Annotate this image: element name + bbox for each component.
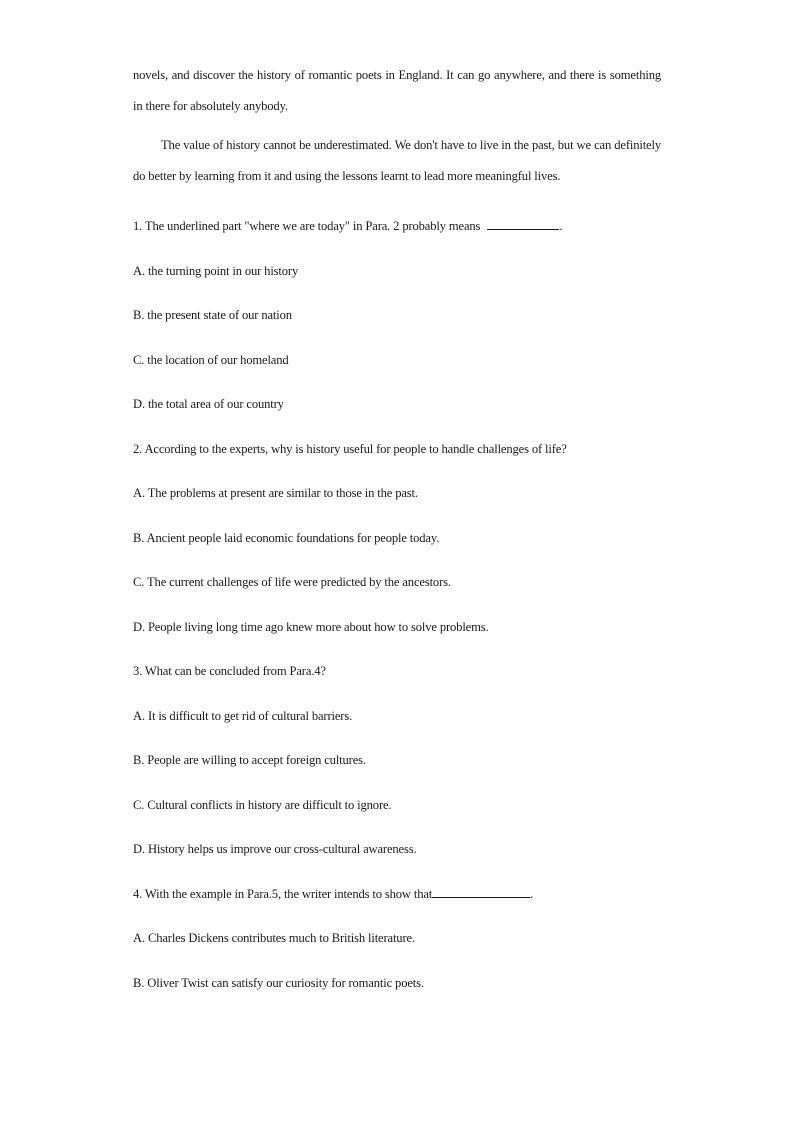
question-4-stem [133, 884, 661, 904]
question-stem-text: 1. The underlined part "where we are today" in Para. 2 probably means [133, 219, 481, 233]
document-page [133, 60, 661, 993]
question-3-option-d: D. History helps us improve our cross-cultural awareness. [133, 842, 417, 856]
question-1-option-d: D. the total area of our country [133, 397, 284, 411]
question-3-option-a: A. It is difficult to get rid of cultural barriers. [133, 708, 353, 723]
question-2-option-d: D. People living long time ago knew more about how to solve problems. [133, 619, 489, 634]
answer-blank [487, 217, 559, 230]
question-4-option-a: A. Charles Dickens contributes much to British literature. [133, 931, 415, 945]
passage-final-paragraph: The value of history cannot be underestimated. We don't have to live in the past, but we can definitely do better by learning from it and using the lessons learnt to lead more meaningful lives. [133, 138, 661, 183]
question-stem-text: 4. With the example in Para.5, the writer intends to show that [133, 886, 433, 901]
question-3-stem: 3. What can be concluded from Para.4? [133, 664, 326, 678]
question-2-option-a: A. The problems at present are similar to those in the past. [133, 486, 418, 500]
question-4-option-b: B. Oliver Twist can satisfy our curiosity for romantic poets. [133, 975, 424, 990]
question-stem-end: . [559, 219, 563, 233]
questions-list [133, 216, 661, 993]
question-2-stem: 2. According to the experts, why is history useful for people to handle challenges of life? [133, 441, 567, 456]
passage-paragraph-end: novels, and discover the history of romantic poets in England. It can go anywhere, and there is something in there for absolutely anybody. [133, 68, 661, 113]
question-1-stem [133, 216, 661, 236]
question-3-option-b: B. People are willing to accept foreign cultures. [133, 753, 366, 767]
answer-blank [432, 885, 530, 898]
question-1-option-b: B. the present state of our nation [133, 308, 292, 322]
question-2-option-c: C. The current challenges of life were predicted by the ancestors. [133, 575, 451, 589]
question-3-option-c: C. Cultural conflicts in history are difficult to ignore. [133, 797, 392, 812]
question-stem-end: . [530, 886, 534, 901]
question-1-option-c: C. the location of our homeland [133, 352, 289, 367]
question-2-option-b: B. Ancient people laid economic foundations for people today. [133, 530, 440, 545]
question-1-option-a: A. the turning point in our history [133, 263, 299, 278]
